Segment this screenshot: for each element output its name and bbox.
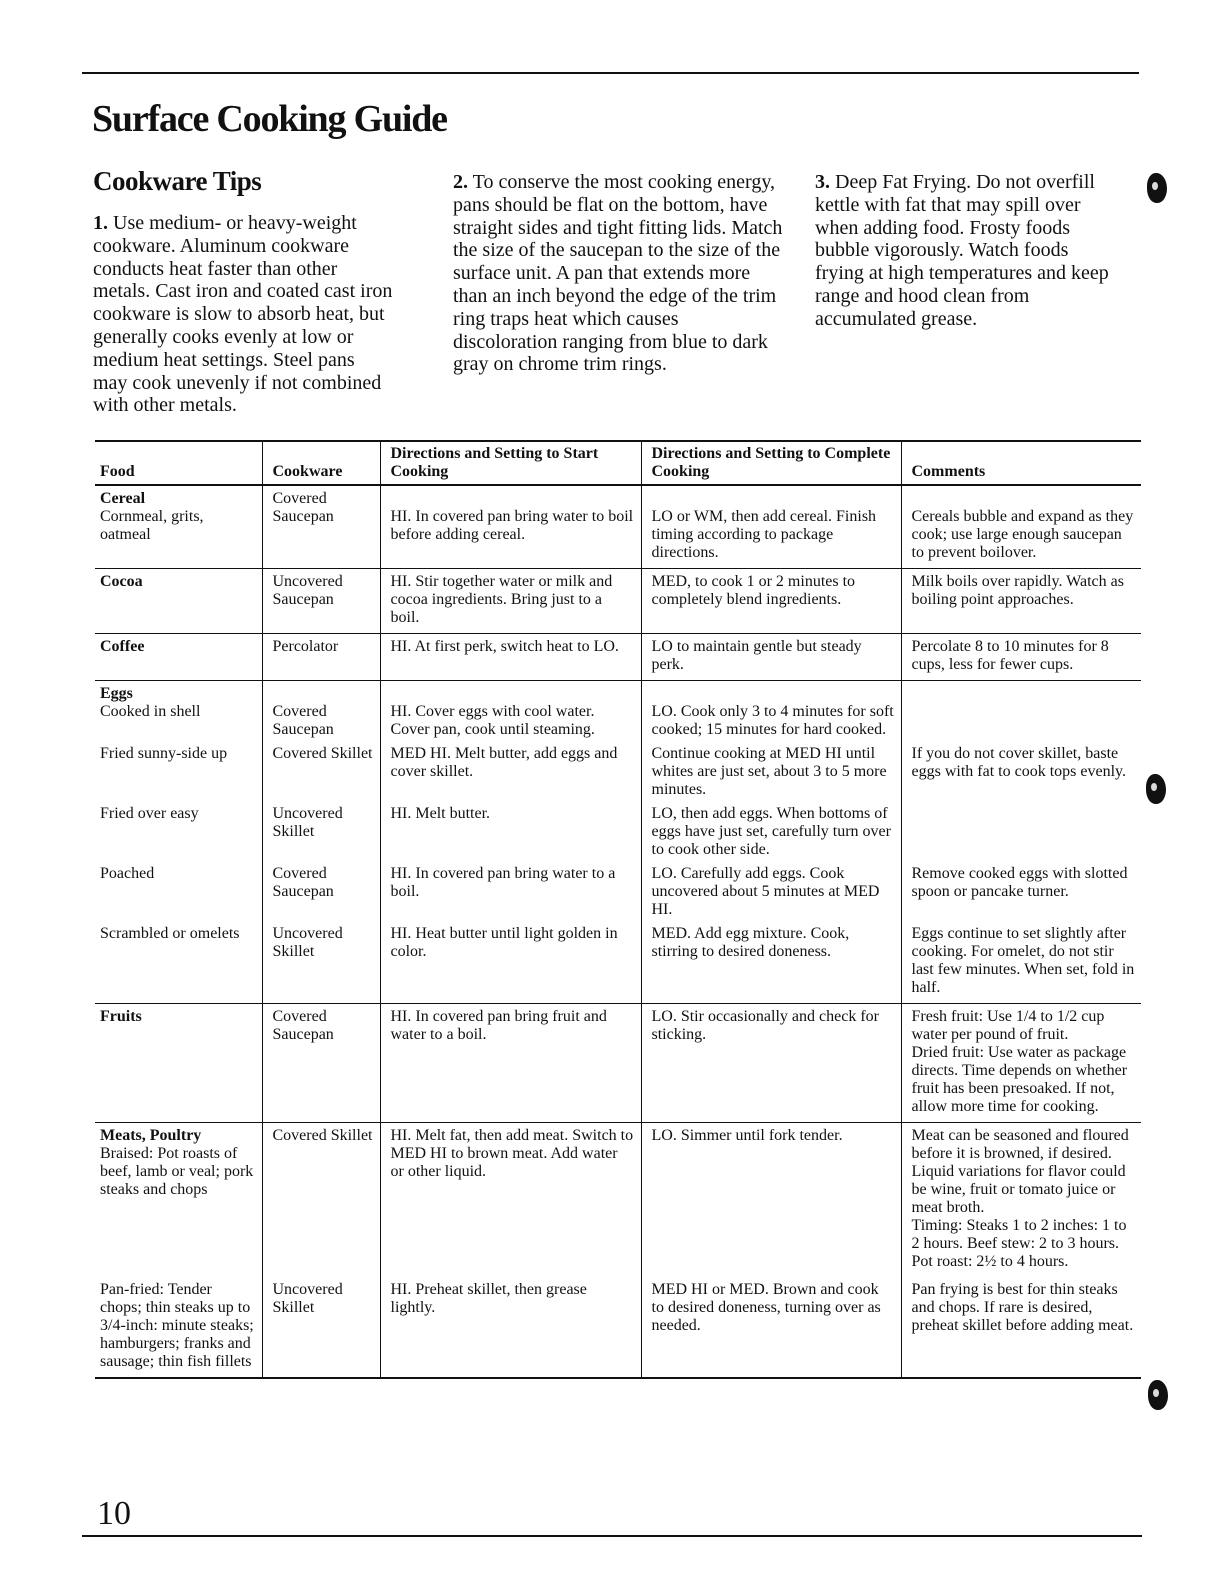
table-header-row — [95, 441, 1141, 485]
cookware-cell: Covered Saucepan — [262, 681, 380, 742]
complete-cell: LO. Cook only 3 to 4 minutes for soft cooked; 15 minutes for hard cooked. — [641, 681, 901, 742]
start-cell: HI. Heat butter until light golden in color. — [380, 921, 641, 1004]
binder-hole-icon — [1147, 173, 1167, 203]
cookware-cell: Uncovered Skillet — [262, 801, 380, 861]
comments-cell — [901, 801, 1141, 861]
food-detail: Cornmeal, grits, oatmeal — [100, 508, 204, 543]
food-cell: Fried over easy — [100, 805, 199, 822]
food-detail: Cooked in shell — [100, 703, 201, 720]
tip-number: 1. — [93, 212, 108, 234]
header-cookware: Cookware — [262, 441, 380, 485]
complete-cell: LO. Carefully add eggs. Cook uncovered about 5 minutes at MED HI. — [641, 861, 901, 921]
comments-cell: Eggs continue to set slightly after cooking. For omelet, do not stir last few minutes. When set, fold in half. — [901, 921, 1141, 1004]
food-cell — [95, 681, 262, 742]
bottom-rule — [82, 1535, 1142, 1537]
start-cell: HI. In covered pan bring water to a boil. — [380, 861, 641, 921]
start-cell: MED HI. Melt butter, add eggs and cover skillet. — [380, 741, 641, 801]
cookware-cell: Percolator — [262, 634, 380, 681]
start-cell: HI. In covered pan bring water to boil before adding cereal. — [380, 485, 641, 569]
cookware-cell: Covered Skillet — [262, 1123, 380, 1278]
food-group-title: Meats, Poultry — [100, 1127, 202, 1144]
food-group-title: Eggs — [100, 685, 133, 702]
food-cell — [95, 485, 262, 569]
cookware-cell: Uncovered Saucepan — [262, 569, 380, 634]
comment-paragraph: Fresh fruit: Use 1/4 to 1/2 cup water per pound of fruit. — [911, 1008, 1105, 1043]
cookware-cell: Uncovered Skillet — [262, 1277, 380, 1378]
food-cell — [95, 569, 262, 634]
table-row — [95, 861, 1141, 921]
cookware-cell: Uncovered Skillet — [262, 921, 380, 1004]
start-cell: HI. Melt butter. — [380, 801, 641, 861]
food-cell — [95, 1004, 262, 1123]
binder-hole-icon — [1148, 1380, 1168, 1410]
food-cell: Poached — [100, 865, 155, 882]
comments-cell — [901, 681, 1141, 742]
tip-number: 3. — [815, 171, 830, 193]
table-row — [95, 634, 1141, 681]
page-number: 10 — [97, 1495, 131, 1532]
table-row — [95, 921, 1141, 1004]
comments-cell: If you do not cover skillet, baste eggs with fat to cook tops evenly. — [901, 741, 1141, 801]
comments-cell — [901, 1004, 1141, 1123]
complete-cell: MED. Add egg mixture. Cook, stirring to desired doneness. — [641, 921, 901, 1004]
start-cell: HI. Stir together water or milk and cocoa ingredients. Bring just to a boil. — [380, 569, 641, 634]
complete-cell: LO, then add eggs. When bottoms of eggs have just set, carefully turn over to cook other side. — [641, 801, 901, 861]
tip-text: Use medium- or heavy-weight cookware. Aluminum cookware conducts heat faster than other metals. Cast iron and coated cast iron cookware is slow to absorb heat, but generally cooks evenly at low or medium heat settings. Steel pans may cook unevenly if not combined with other metals. — [93, 212, 393, 417]
food-group-title: Coffee — [100, 638, 145, 655]
table-row — [95, 1277, 1141, 1378]
comment-paragraph: Meat can be seasoned and floured before it is browned, if desired. Liquid variations for flavor could be wine, fruit or tomato juice or meat broth. — [911, 1127, 1129, 1216]
tip-1 — [93, 212, 393, 417]
complete-cell: LO. Simmer until fork tender. — [641, 1123, 901, 1278]
table-row — [95, 801, 1141, 861]
food-cell — [95, 634, 262, 681]
table-row — [95, 1123, 1141, 1278]
page-title: Surface Cooking Guide — [92, 98, 447, 140]
food-group-title: Cereal — [100, 490, 146, 507]
table-row — [95, 485, 1141, 569]
food-detail-label: Braised: — [100, 1145, 154, 1162]
comments-cell: Pan frying is best for thin steaks and chops. If rare is desired, preheat skillet before adding meat. — [901, 1277, 1141, 1378]
complete-cell: MED, to cook 1 or 2 minutes to completely blend ingredients. — [641, 569, 901, 634]
comments-cell — [901, 1123, 1141, 1278]
food-group-title: Fruits — [100, 1008, 142, 1025]
complete-cell: LO to maintain gentle but steady perk. — [641, 634, 901, 681]
tip-3 — [815, 171, 1120, 331]
start-cell: HI. In covered pan bring fruit and water to a boil. — [380, 1004, 641, 1123]
cookware-cell: Covered Saucepan — [262, 1004, 380, 1123]
header-comments: Comments — [901, 441, 1141, 485]
comments-cell: Milk boils over rapidly. Watch as boiling point approaches. — [901, 569, 1141, 634]
complete-cell: MED HI or MED. Brown and cook to desired doneness, turning over as needed. — [641, 1277, 901, 1378]
top-rule — [82, 72, 1139, 74]
table-row — [95, 569, 1141, 634]
start-cell: HI. At first perk, switch heat to LO. — [380, 634, 641, 681]
cookware-cell: Covered Skillet — [262, 741, 380, 801]
binder-hole-icon — [1146, 774, 1166, 804]
food-cell: Scrambled or omelets — [95, 921, 262, 1004]
comments-cell: Percolate 8 to 10 minutes for 8 cups, less for fewer cups. — [901, 634, 1141, 681]
table-row — [95, 741, 1141, 801]
start-cell: HI. Melt fat, then add meat. Switch to MED HI to brown meat. Add water or other liquid. — [380, 1123, 641, 1278]
complete-cell: LO. Stir occasionally and check for sticking. — [641, 1004, 901, 1123]
cookware-cell: Covered Saucepan — [262, 485, 380, 569]
food-cell — [95, 1123, 262, 1278]
cookware-cell: Covered Saucepan — [262, 861, 380, 921]
comment-paragraph: Dried fruit: Use water as package directs. Time depends on whether fruit has been presoaked. If not, allow more time for cooking. — [911, 1044, 1128, 1115]
comments-cell: Remove cooked eggs with slotted spoon or pancake turner. — [901, 861, 1141, 921]
start-cell: HI. Preheat skillet, then grease lightly. — [380, 1277, 641, 1378]
food-cell: Pan-fried: Tender chops; thin steaks up to 3/4-inch: minute steaks; hamburgers; franks and sausage; thin fish fillets — [95, 1277, 262, 1378]
header-start: Directions and Setting to Start Cooking — [380, 441, 641, 485]
cookware-tips-heading: Cookware Tips — [93, 166, 262, 196]
start-cell: HI. Cover eggs with cool water. Cover pan, cook until steaming. — [380, 681, 641, 742]
tip-text: To conserve the most cooking energy, pans should be flat on the bottom, have straight sides and tight fitting lids. Match the size of the saucepan to the size of the surface unit. A pan that extends more than an inch beyond the edge of the trim ring traps heat which causes discoloration ranging from blue to dark gray on chrome trim rings. — [453, 171, 783, 376]
food-detail: Pot roasts of beef, lamb or veal; pork steaks and chops — [100, 1145, 254, 1198]
food-cell: Fried sunny-side up — [100, 745, 228, 762]
complete-cell: LO or WM, then add cereal. Finish timing according to package directions. — [641, 485, 901, 569]
cooking-guide-table — [95, 440, 1141, 1379]
comment-paragraph: Timing: Steaks 1 to 2 inches: 1 to 2 hours. Beef stew: 2 to 3 hours. Pot roast: 2½ to 4 hours. — [911, 1217, 1127, 1270]
header-complete: Directions and Setting to Complete Cooking — [641, 441, 901, 485]
header-food: Food — [95, 441, 262, 485]
comments-cell: Cereals bubble and expand as they cook; use large enough saucepan to prevent boilover. — [901, 485, 1141, 569]
tip-text: Deep Fat Frying. Do not overfill kettle with fat that may spill over when adding food. Frosty foods bubble vigorously. Watch foods frying at high temperatures and keep range and hood clean from accumulated grease. — [815, 171, 1109, 330]
table-row — [95, 681, 1141, 742]
table-row — [95, 1004, 1141, 1123]
tip-number: 2. — [453, 171, 468, 193]
complete-cell: Continue cooking at MED HI until whites are just set, about 3 to 5 more minutes. — [641, 741, 901, 801]
food-group-title: Cocoa — [100, 573, 143, 590]
tip-2 — [453, 171, 783, 376]
